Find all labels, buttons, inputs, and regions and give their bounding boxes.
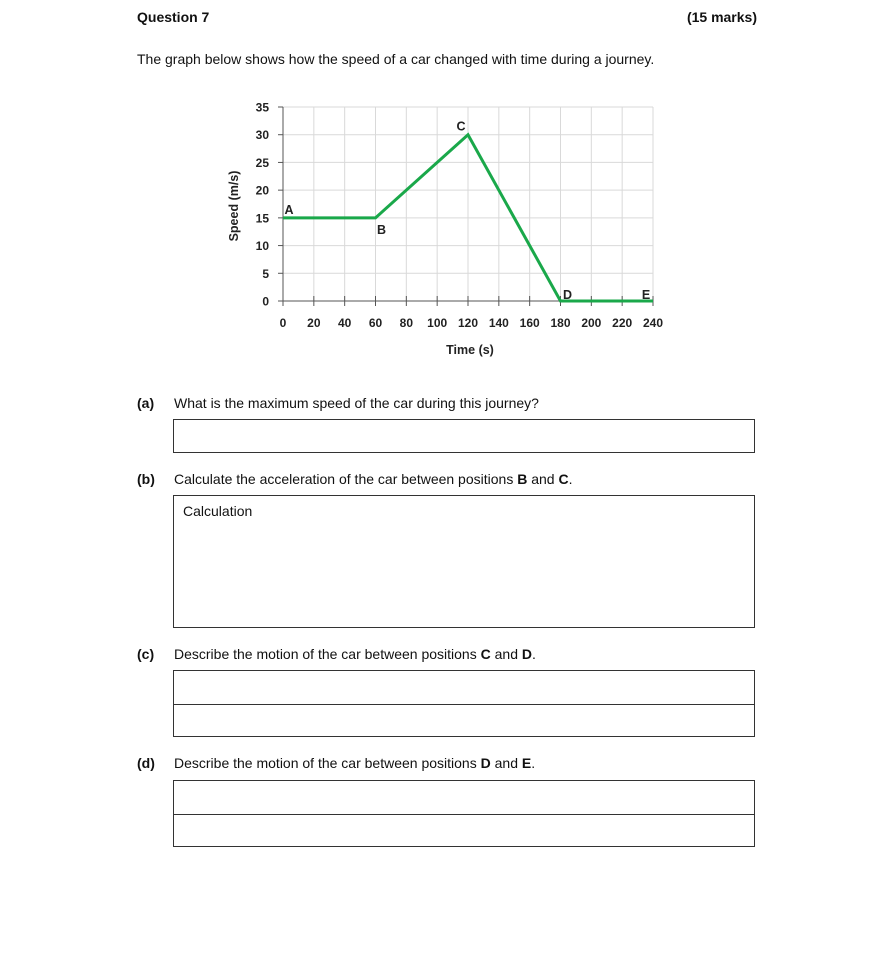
- question-title: Question 7: [137, 9, 210, 25]
- x-tick-label: 220: [612, 316, 633, 330]
- x-tick-label: 0: [279, 316, 287, 330]
- answer-box-c[interactable]: [173, 670, 755, 737]
- point-label-b: B: [376, 222, 387, 237]
- point-label-c: C: [456, 119, 466, 134]
- part-c-question: Describe the motion of the car between positions C and D.: [174, 646, 536, 662]
- y-tick-label: 20: [255, 183, 269, 198]
- part-b-question: Calculate the acceleration of the car between positions B and C.: [174, 471, 573, 487]
- answer-box-d[interactable]: [173, 780, 755, 847]
- point-label-a: A: [284, 202, 294, 217]
- x-tick-label: 240: [642, 316, 664, 330]
- part-a-question: What is the maximum speed of the car during this journey?: [174, 395, 539, 411]
- part-b-label: (b): [137, 471, 155, 487]
- calculation-label: Calculation: [183, 503, 253, 519]
- y-tick-label: 5: [262, 266, 269, 281]
- x-tick-label: 120: [457, 316, 479, 330]
- x-tick-label: 80: [399, 316, 414, 330]
- position-e-label: E: [521, 755, 532, 771]
- y-tick-label: 30: [255, 128, 269, 143]
- position-c-label: C: [558, 471, 569, 487]
- x-axis-title: Time (s): [446, 343, 494, 357]
- x-tick-label: 200: [581, 316, 602, 330]
- position-b-label: B: [517, 471, 528, 487]
- position-d-label: D: [521, 646, 533, 662]
- x-tick-label: 180: [550, 316, 571, 330]
- point-label-e: E: [641, 288, 651, 302]
- part-d-question: Describe the motion of the car between positions D and E.: [174, 755, 536, 771]
- x-tick-label: 60: [368, 316, 383, 330]
- position-d-label: D: [480, 755, 491, 771]
- y-tick-label: 10: [255, 239, 269, 254]
- speed-time-chart: [200, 95, 690, 365]
- answer-line-divider: [174, 704, 754, 705]
- question-intro: The graph below shows how the speed of a car changed with time during a journey.: [137, 51, 655, 67]
- y-tick-label: 25: [255, 155, 269, 170]
- x-tick-label: 160: [519, 316, 540, 330]
- answer-box-a[interactable]: [173, 419, 755, 453]
- position-c-label: C: [480, 646, 491, 662]
- question-marks: (15 marks): [686, 9, 757, 25]
- chart-labels: [227, 101, 663, 358]
- part-c-label: (c): [137, 646, 155, 662]
- y-tick-label: 0: [262, 294, 269, 309]
- answer-box-b[interactable]: [173, 495, 755, 628]
- x-tick-label: 140: [488, 316, 509, 330]
- x-tick-label: 100: [427, 316, 448, 330]
- x-tick-label: 40: [337, 316, 352, 330]
- y-axis-title: Speed (m/s): [227, 170, 241, 242]
- answer-line-divider: [174, 814, 754, 815]
- y-tick-label: 15: [255, 211, 269, 226]
- point-label-d: D: [562, 288, 573, 302]
- x-tick-label: 20: [307, 316, 321, 330]
- y-tick-label: 35: [255, 100, 269, 115]
- part-d-label: (d): [137, 755, 155, 771]
- part-a-label: (a): [137, 395, 155, 411]
